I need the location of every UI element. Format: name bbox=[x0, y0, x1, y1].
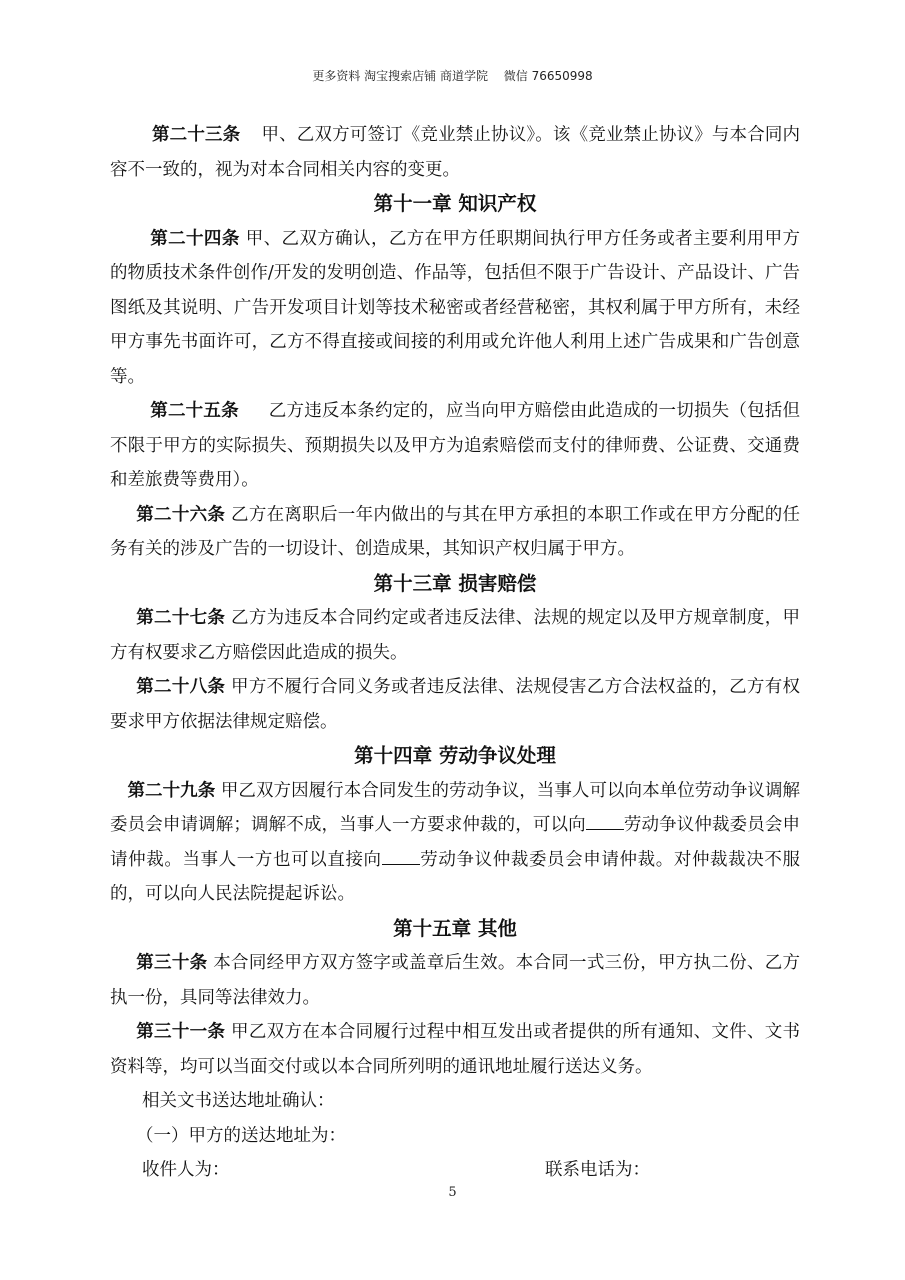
article-25-number: 第二十五条 bbox=[150, 401, 239, 421]
article-31-number: 第三十一条 bbox=[136, 1022, 226, 1042]
article-24-number: 第二十四条 bbox=[150, 228, 240, 249]
article-25 bbox=[110, 394, 800, 498]
recipient-phone-line bbox=[110, 1153, 800, 1188]
article-28-number: 第二十八条 bbox=[136, 677, 226, 697]
article-27 bbox=[110, 601, 800, 670]
article-23 bbox=[110, 118, 800, 187]
article-26-text: 乙方在离职后一年内做出的与其在甲方承担的本职工作或在甲方分配的任务有关的涉及广告的一切设计、创造成果，其知识产权归属于甲方。 bbox=[110, 504, 801, 559]
arbitration-blank-2 bbox=[382, 844, 420, 865]
chapter-13-title: 第十三章 损害赔偿 bbox=[373, 571, 537, 595]
article-29-text-b: 劳动争议仲裁委员会申请仲裁。当事人一方也可以直接向 bbox=[110, 815, 801, 870]
document-body bbox=[110, 118, 800, 1188]
article-27-text: 乙方为违反本合同约定或者违反法律、法规的规定以及甲方规章制度，甲方有权要求乙方赔偿因此造成的损失。 bbox=[110, 608, 801, 663]
article-24 bbox=[110, 222, 800, 395]
article-28-text: 甲方不履行合同义务或者违反法律、法规侵害乙方合法权益的，乙方有权要求甲方依据法律规定赔偿。 bbox=[110, 677, 801, 732]
article-27-number: 第二十七条 bbox=[136, 608, 226, 628]
arbitration-blank-1 bbox=[586, 809, 624, 830]
page-header: 更多资料 淘宝搜索店铺 商道学院 微信 76650998 bbox=[312, 69, 593, 83]
article-30-text: 本合同经甲方双方签字或盖章后生效。本合同一式三份，甲方执二份、乙方执一份，具同等法律效力。 bbox=[110, 953, 800, 1008]
party-a-address-line: （一）甲方的送达地址为： bbox=[136, 1125, 346, 1146]
article-24-text: 甲、乙双方确认，乙方在甲方任职期间执行甲方任务或者主要利用甲方的物质技术条件创作/开发的发明创造、作品等，包括但不限于广告设计、产品设计、广告图纸及其说明、广告开发项目计划等技术秘密或者经营秘密，其权利属于甲方所有，未经甲方事先书面许可，乙方不得直接或间接的利用或允许他人利用上述广告成果和广告创意等。 bbox=[110, 228, 801, 387]
address-confirm-line: 相关文书送达地址确认： bbox=[142, 1091, 335, 1111]
article-28 bbox=[110, 670, 800, 739]
article-29 bbox=[110, 774, 800, 912]
article-29-text-a: 甲乙双方因履行本合同发生的劳动争议，当事人可以向本单位劳动争议调解委员会申请调解；调解不成，当事人一方要求仲裁的，可以向 bbox=[110, 780, 801, 835]
article-23-text: 甲、乙双方可签订《竞业禁止协议》。该《竞业禁止协议》与本合同内容不一致的，视为对本合同相关内容的变更。 bbox=[110, 125, 801, 180]
article-30-number: 第三十条 bbox=[136, 953, 208, 973]
page-number: 5 bbox=[448, 1185, 457, 1200]
phone-label: 联系电话为： bbox=[545, 1160, 650, 1180]
article-25-text: 乙方违反本条约定的，应当向甲方赔偿由此造成的一切损失（包括但不限于甲方的实际损失、预期损失以及甲方为追索赔偿而支付的律师费、公证费、交通费和差旅费等费用）。 bbox=[110, 401, 801, 490]
chapter-11-title: 第十一章 知识产权 bbox=[373, 192, 537, 215]
article-26-number: 第二十六条 bbox=[136, 504, 226, 525]
article-29-number: 第二十九条 bbox=[127, 780, 216, 801]
article-31 bbox=[110, 1015, 800, 1084]
chapter-14-title: 第十四章 劳动争议处理 bbox=[354, 744, 556, 767]
recipient-label: 收件人为： bbox=[142, 1160, 230, 1180]
article-31-text: 甲乙双方在本合同履行过程中相互发出或者提供的所有通知、文件、文书资料等，均可以当面交付或以本合同所列明的通讯地址履行送达义务。 bbox=[110, 1022, 801, 1077]
article-23-number: 第二十三条 bbox=[152, 125, 241, 145]
article-29-text-c: 劳动争议仲裁委员会申请仲裁。对仲裁裁决不服的，可以向人民法院提起诉讼。 bbox=[110, 849, 801, 904]
article-26 bbox=[110, 498, 800, 567]
chapter-15-title: 第十五章 其他 bbox=[393, 916, 517, 940]
article-30 bbox=[110, 946, 800, 1015]
